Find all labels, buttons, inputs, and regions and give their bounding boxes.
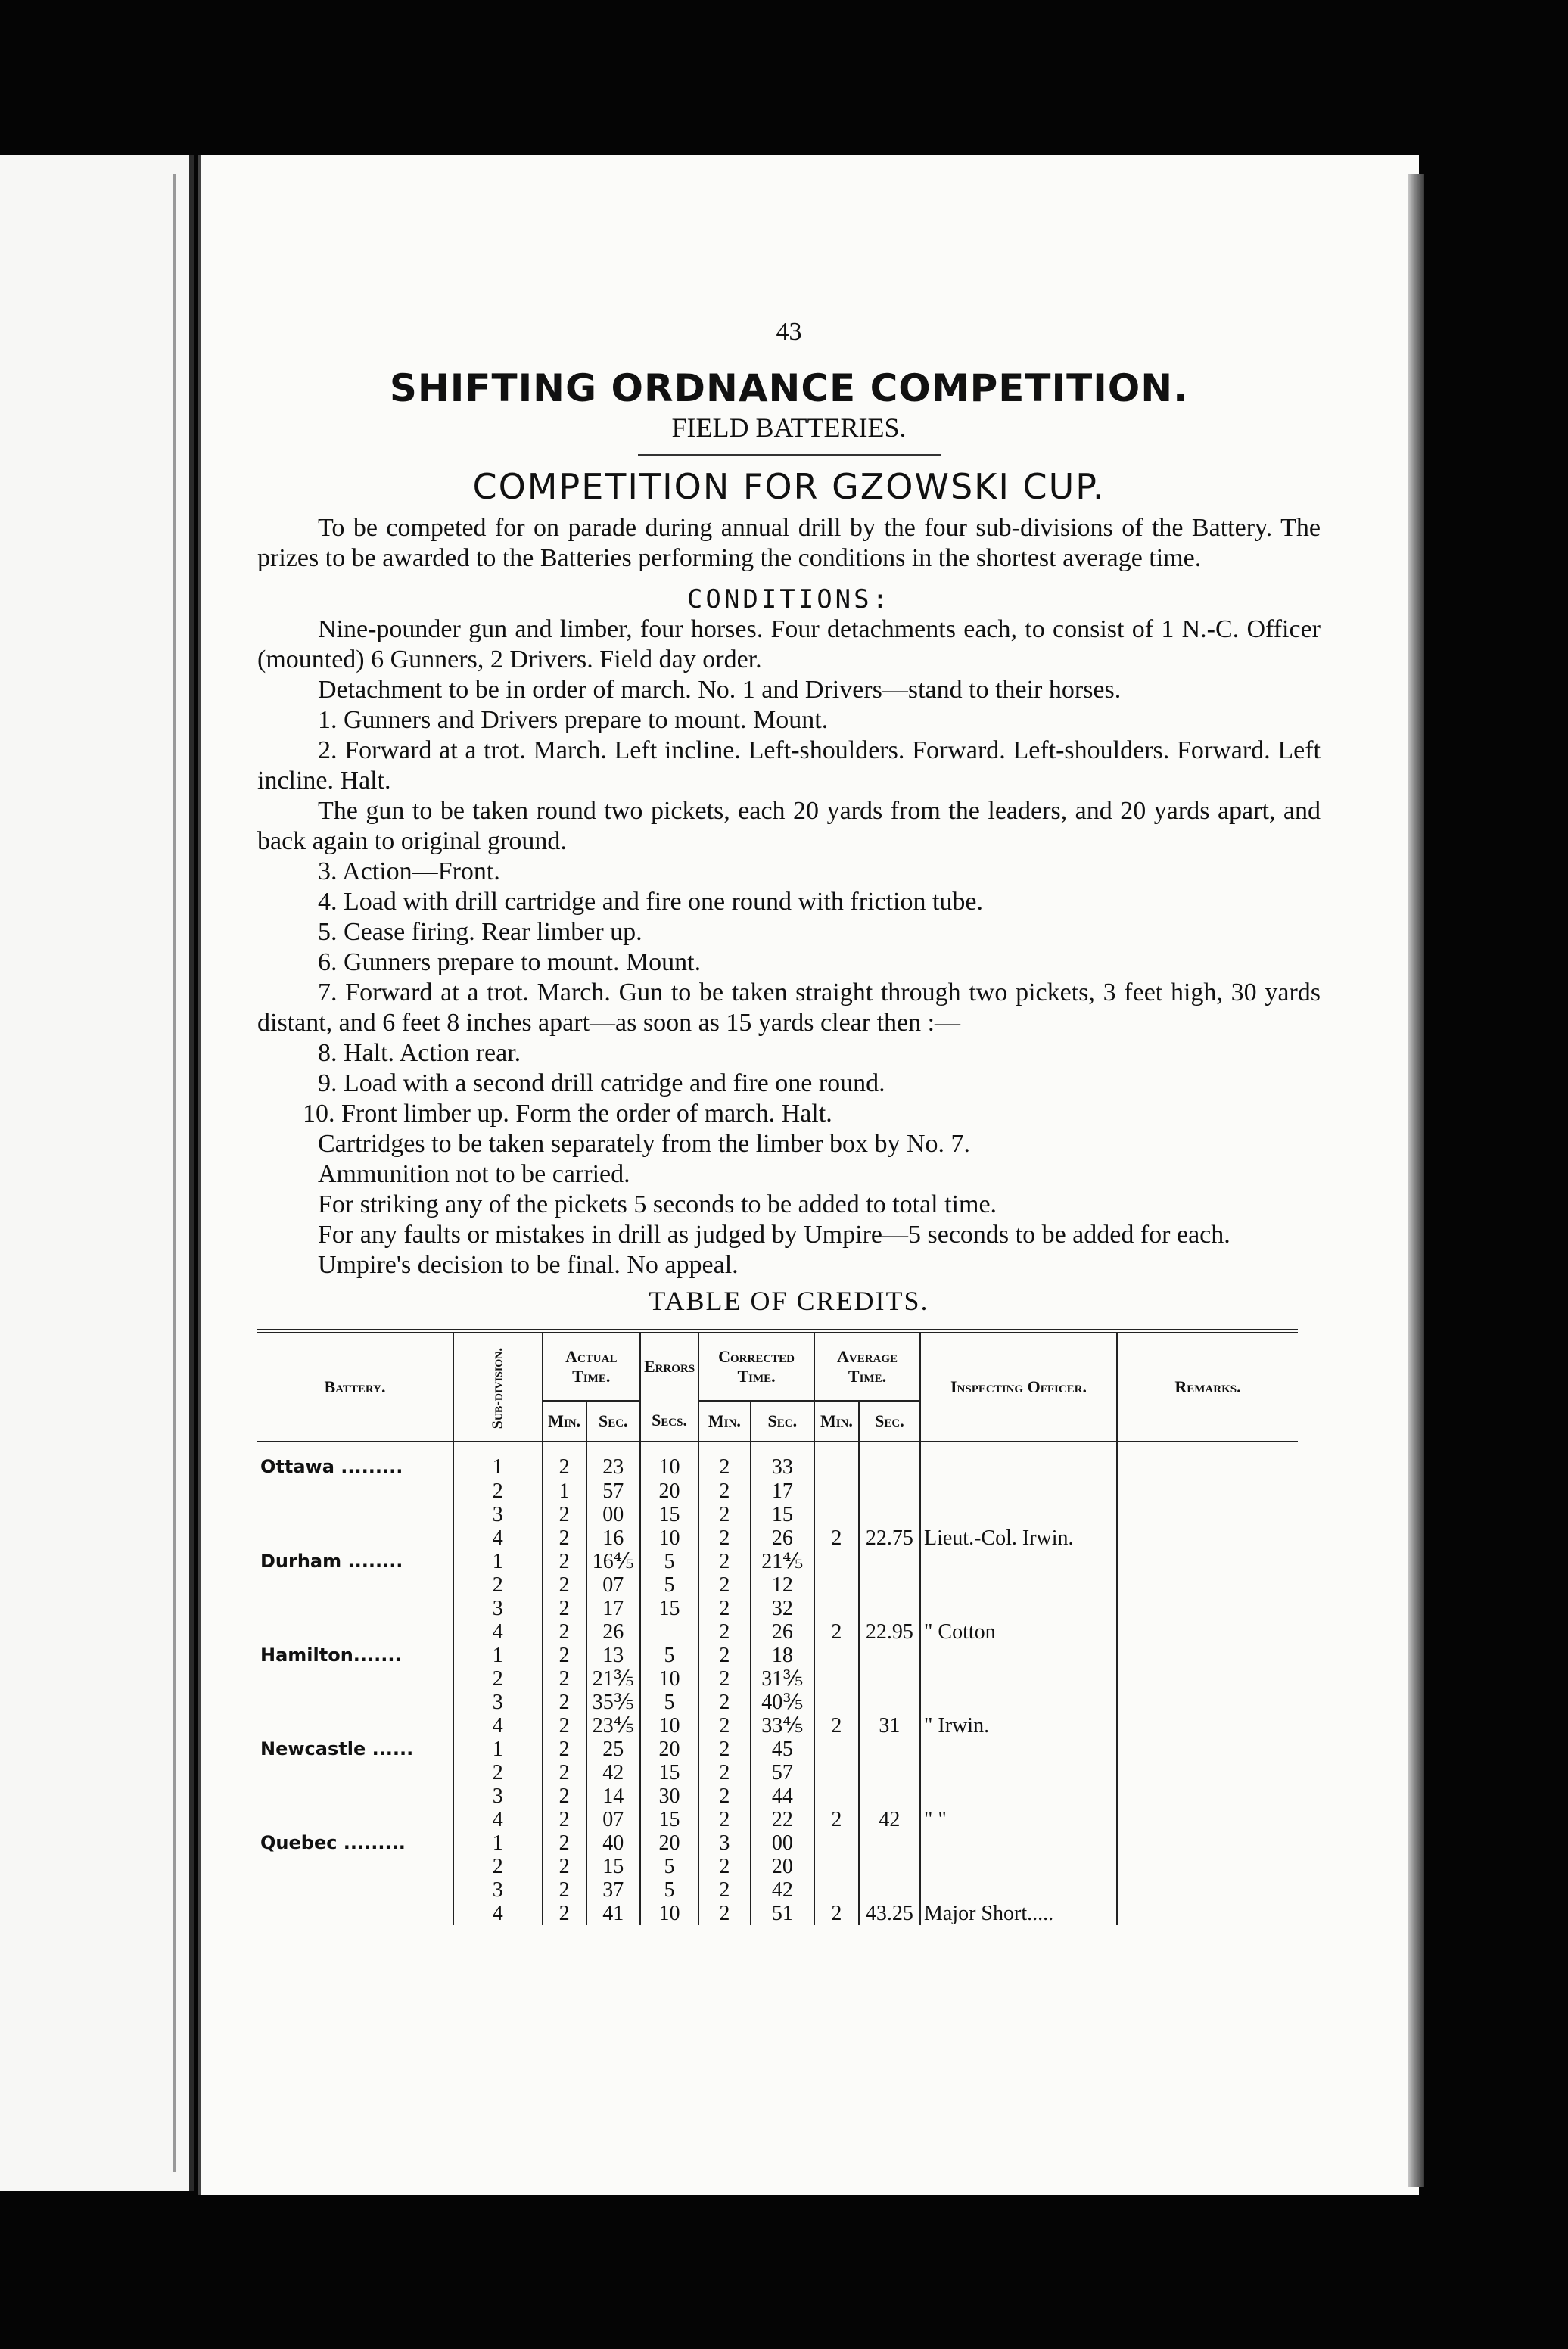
cell-actual-min: 2 [543,1761,586,1784]
header-actual-min: Min. [543,1401,586,1442]
cell-errors: 5 [640,1573,698,1597]
cell-subdivision: 1 [453,1550,543,1573]
cell-remarks [1117,1442,1298,1479]
table-row [257,1644,1298,1667]
page-number: 43 [776,318,802,346]
cell-subdivision: 2 [453,1479,543,1503]
header-average-sec: Sec. [859,1401,920,1442]
cell-errors: 20 [640,1479,698,1503]
cell-corrected-sec: 26 [751,1526,814,1550]
table-row [257,1667,1298,1691]
header-errors: Errors [640,1333,698,1401]
step-3: 3. Action—Front. [318,857,500,885]
cell-battery [257,1878,453,1902]
left-page-edge [173,174,176,2172]
cell-inspecting-officer [920,1855,1117,1878]
cell-corrected-min: 2 [698,1738,751,1761]
cell-average-min [814,1855,859,1878]
cell-remarks [1117,1808,1298,1831]
cell-average-min: 2 [814,1620,859,1644]
cell-battery: Quebec ......... [260,1832,406,1853]
cell-errors: 15 [640,1761,698,1784]
cell-corrected-min: 2 [698,1526,751,1550]
cell-corrected-sec: 32 [751,1597,814,1620]
cell-remarks [1117,1714,1298,1738]
header-actual-sec: Sec. [586,1401,640,1442]
cell-average-min: 2 [814,1808,859,1831]
cell-inspecting-officer [920,1503,1117,1526]
cell-remarks [1117,1831,1298,1855]
cell-remarks [1117,1667,1298,1691]
cell-actual-sec: 23⅘ [586,1714,640,1738]
cell-average-sec [859,1503,920,1526]
cell-average-sec: 43.25 [859,1902,920,1925]
table-row [257,1597,1298,1620]
cell-battery: Hamilton....... [260,1644,402,1666]
step-9: 9. Load with a second drill catridge and fire one round. [318,1069,885,1097]
table-row [257,1691,1298,1714]
table-row [257,1784,1298,1808]
cell-inspecting-officer: " Cotton [920,1620,1117,1644]
cell-actual-sec: 15 [586,1855,640,1878]
table-row [257,1855,1298,1878]
table-row [257,1526,1298,1550]
cell-remarks [1117,1878,1298,1902]
cell-average-min [814,1691,859,1714]
header-average-time: Average Time. [814,1333,920,1401]
cell-corrected-sec: 26 [751,1620,814,1644]
cell-actual-sec: 23 [586,1442,640,1479]
cell-average-min [814,1644,859,1667]
cell-average-sec [859,1738,920,1761]
cell-average-min [814,1503,859,1526]
cell-corrected-min: 3 [698,1831,751,1855]
credits-table [257,1333,1298,1925]
cell-corrected-sec: 51 [751,1902,814,1925]
header-battery: Battery. [257,1333,453,1442]
cell-average-min [814,1573,859,1597]
cell-average-sec [859,1597,920,1620]
cell-remarks [1117,1644,1298,1667]
cell-errors: 15 [640,1808,698,1831]
step-8: 8. Halt. Action rear. [318,1039,521,1067]
cell-average-sec: 22.75 [859,1526,920,1550]
cell-inspecting-officer [920,1597,1117,1620]
cell-inspecting-officer [920,1831,1117,1855]
credits-table-body [257,1442,1298,1925]
cell-actual-min: 2 [543,1902,586,1925]
cell-subdivision: 3 [453,1878,543,1902]
cell-actual-sec: 42 [586,1761,640,1784]
cell-remarks [1117,1761,1298,1784]
cell-actual-sec: 21⅗ [586,1667,640,1691]
cell-actual-sec: 37 [586,1878,640,1902]
cell-errors: 30 [640,1784,698,1808]
cell-corrected-min: 2 [698,1714,751,1738]
cell-average-min [814,1878,859,1902]
cell-average-sec [859,1644,920,1667]
step-5: 5. Cease firing. Rear limber up. [318,918,642,946]
cell-errors: 15 [640,1503,698,1526]
cell-subdivision: 1 [453,1442,543,1479]
header-corrected-min: Min. [698,1401,751,1442]
note-3: For striking any of the pickets 5 seconds to be added to total time. [318,1190,997,1218]
cell-remarks [1117,1550,1298,1573]
cell-battery [257,1855,453,1878]
cell-average-min [814,1479,859,1503]
cell-actual-sec: 35⅗ [586,1691,640,1714]
cell-actual-min: 2 [543,1808,586,1831]
cell-average-min [814,1831,859,1855]
cell-actual-min: 2 [543,1831,586,1855]
cell-actual-min: 1 [543,1479,586,1503]
header-corrected-sec: Sec. [751,1401,814,1442]
cell-corrected-sec: 18 [751,1644,814,1667]
cell-battery [257,1503,453,1526]
cell-actual-min: 2 [543,1784,586,1808]
cell-inspecting-officer: Major Short..... [920,1902,1117,1925]
page-subtitle: FIELD BATTERIES. [671,412,907,443]
cell-average-min [814,1442,859,1479]
cell-inspecting-officer [920,1761,1117,1784]
cell-remarks [1117,1691,1298,1714]
cell-subdivision: 4 [453,1714,543,1738]
step-7: 7. Forward at a trot. March. Gun to be taken straight through two pickets, 3 feet high, 30 yards distant, and 6 feet 8 inches apart—as soon as 15 yards clear then :— [257,978,1321,1037]
cup-title: COMPETITION FOR GZOWSKI CUP. [472,466,1106,507]
cell-corrected-min: 2 [698,1855,751,1878]
cell-actual-sec: 07 [586,1573,640,1597]
cell-subdivision: 1 [453,1831,543,1855]
cell-corrected-sec: 21⅘ [751,1550,814,1573]
cell-errors: 10 [640,1526,698,1550]
cell-subdivision: 2 [453,1573,543,1597]
cell-battery [257,1784,453,1808]
cell-remarks [1117,1597,1298,1620]
cell-corrected-min: 2 [698,1597,751,1620]
cell-corrected-sec: 40⅗ [751,1691,814,1714]
cell-inspecting-officer: " Irwin. [920,1714,1117,1738]
cell-corrected-min: 2 [698,1550,751,1573]
cell-corrected-sec: 00 [751,1831,814,1855]
cell-remarks [1117,1620,1298,1644]
cell-actual-min: 2 [543,1691,586,1714]
cell-corrected-min: 2 [698,1620,751,1644]
cell-inspecting-officer [920,1691,1117,1714]
cell-corrected-min: 2 [698,1479,751,1503]
cell-subdivision: 3 [453,1503,543,1526]
cell-actual-min: 2 [543,1620,586,1644]
cell-remarks [1117,1784,1298,1808]
cell-battery [257,1620,453,1644]
cell-inspecting-officer [920,1667,1117,1691]
cell-subdivision: 4 [453,1526,543,1550]
cell-subdivision: 4 [453,1808,543,1831]
title-rule [638,454,941,456]
cell-corrected-sec: 22 [751,1808,814,1831]
note-4: For any faults or mistakes in drill as judged by Umpire—5 seconds to be added for each. [318,1221,1230,1249]
cell-actual-sec: 41 [586,1902,640,1925]
step-1: 1. Gunners and Drivers prepare to mount. Mount. [318,706,829,734]
cell-actual-sec: 16 [586,1526,640,1550]
cell-inspecting-officer: " " [920,1808,1117,1831]
cell-actual-sec: 25 [586,1738,640,1761]
table-row [257,1442,1298,1479]
cell-average-min [814,1761,859,1784]
cell-actual-min: 2 [543,1667,586,1691]
step-4: 4. Load with drill cartridge and fire one round with friction tube. [318,888,984,916]
cell-actual-min: 2 [543,1878,586,1902]
cell-inspecting-officer [920,1573,1117,1597]
cell-corrected-min: 2 [698,1878,751,1902]
cell-corrected-sec: 57 [751,1761,814,1784]
cell-battery: Newcastle ...... [260,1738,414,1759]
intro-paragraph: To be competed for on parade during annual drill by the four sub-divisions of the Battery. The prizes to be awarded to the Batteries performing the conditions in the shortest average time. [257,514,1321,572]
cell-corrected-min: 2 [698,1691,751,1714]
step-10: 10. Front limber up. Form the order of march. Halt. [303,1100,832,1128]
cell-subdivision: 2 [453,1855,543,1878]
cell-corrected-sec: 33 [751,1442,814,1479]
cell-average-sec [859,1550,920,1573]
cell-corrected-min: 2 [698,1667,751,1691]
cell-inspecting-officer [920,1644,1117,1667]
cell-average-sec [859,1784,920,1808]
conditions-heading: CONDITIONS: [686,584,891,614]
cell-battery [257,1902,453,1925]
cell-subdivision: 2 [453,1667,543,1691]
cell-battery: Ottawa ......... [260,1456,403,1477]
step-6: 6. Gunners prepare to mount. Mount. [318,948,702,976]
cell-average-sec [859,1691,920,1714]
cell-average-sec [859,1831,920,1855]
cell-errors: 20 [640,1831,698,1855]
table-row [257,1620,1298,1644]
cell-average-sec [859,1667,920,1691]
cell-corrected-sec: 20 [751,1855,814,1878]
table-row [257,1831,1298,1855]
cell-corrected-sec: 15 [751,1503,814,1526]
cell-corrected-min: 2 [698,1442,751,1479]
cell-corrected-sec: 33⅘ [751,1714,814,1738]
cell-remarks [1117,1479,1298,1503]
cell-remarks [1117,1902,1298,1925]
cell-remarks [1117,1573,1298,1597]
cell-actual-min: 2 [543,1442,586,1479]
cell-average-min: 2 [814,1902,859,1925]
cell-remarks [1117,1526,1298,1550]
table-row [257,1550,1298,1573]
table-row [257,1761,1298,1784]
cell-errors: 5 [640,1878,698,1902]
cell-errors: 5 [640,1644,698,1667]
cell-actual-sec: 17 [586,1597,640,1620]
cell-battery [257,1667,453,1691]
cell-average-min [814,1784,859,1808]
cell-corrected-min: 2 [698,1902,751,1925]
cell-average-min [814,1738,859,1761]
cell-average-sec: 42 [859,1808,920,1831]
cell-actual-sec: 40 [586,1831,640,1855]
note-2: Ammunition not to be carried. [318,1160,630,1188]
cell-subdivision: 1 [453,1644,543,1667]
cell-actual-min: 2 [543,1550,586,1573]
header-corrected-time: Corrected Time. [698,1333,814,1401]
cell-battery: Durham ........ [260,1551,403,1572]
cell-errors: 5 [640,1550,698,1573]
left-facing-page [0,155,194,2191]
conditions-paragraph-2: Detachment to be in order of march. No. 1 and Drivers—stand to their horses. [318,676,1122,704]
cell-average-min: 2 [814,1714,859,1738]
header-actual-time: Actual Time. [543,1333,640,1401]
cell-actual-sec: 14 [586,1784,640,1808]
note-5: Umpire's decision to be final. No appeal. [318,1251,739,1279]
cell-remarks [1117,1738,1298,1761]
cell-errors: 15 [640,1597,698,1620]
cell-actual-sec: 57 [586,1479,640,1503]
cell-actual-sec: 26 [586,1620,640,1644]
cell-errors: 10 [640,1667,698,1691]
table-row [257,1479,1298,1503]
table-row [257,1573,1298,1597]
cell-remarks [1117,1503,1298,1526]
conditions-paragraph-1: Nine-pounder gun and limber, four horses. Four detachments each, to consist of 1 N.-C. Officer (mounted) 6 Gunners, 2 Drivers. Field day order. [257,615,1321,674]
cell-errors: 5 [640,1691,698,1714]
page-content [257,318,1321,1925]
cell-errors: 5 [640,1855,698,1878]
cell-actual-sec: 13 [586,1644,640,1667]
cell-average-sec: 22.95 [859,1620,920,1644]
cell-average-sec: 31 [859,1714,920,1738]
cell-actual-min: 2 [543,1714,586,1738]
cell-actual-sec: 16⅘ [586,1550,640,1573]
cell-errors: 10 [640,1442,698,1479]
cell-average-sec [859,1573,920,1597]
cell-actual-min: 2 [543,1644,586,1667]
cell-battery [257,1714,453,1738]
table-row [257,1902,1298,1925]
cell-remarks [1117,1855,1298,1878]
header-inspecting-officer: Inspecting Officer. [920,1333,1117,1442]
cell-inspecting-officer [920,1479,1117,1503]
cell-average-min [814,1550,859,1573]
cell-inspecting-officer [920,1442,1117,1479]
header-subdivision [453,1333,543,1442]
table-row [257,1503,1298,1526]
table-row [257,1714,1298,1738]
cell-subdivision: 2 [453,1761,543,1784]
cell-battery [257,1573,453,1597]
page-title: SHIFTING ORDNANCE COMPETITION. [389,366,1189,410]
cell-inspecting-officer [920,1878,1117,1902]
page-edge-shadow [1408,174,1424,2187]
cell-corrected-sec: 17 [751,1479,814,1503]
cell-actual-min: 2 [543,1573,586,1597]
cell-subdivision: 4 [453,1620,543,1644]
cell-inspecting-officer [920,1550,1117,1573]
cell-battery [257,1526,453,1550]
header-remarks: Remarks. [1117,1333,1298,1442]
cell-battery [257,1761,453,1784]
cell-subdivision: 1 [453,1738,543,1761]
cell-corrected-sec: 42 [751,1878,814,1902]
cell-average-sec [859,1761,920,1784]
cell-subdivision: 3 [453,1597,543,1620]
header-errors-secs: Secs. [640,1401,698,1442]
table-title: TABLE OF CREDITS. [649,1286,929,1316]
cell-actual-min: 2 [543,1503,586,1526]
cell-battery [257,1479,453,1503]
note-1: Cartridges to be taken separately from the limber box by No. 7. [318,1130,971,1158]
cell-errors: 20 [640,1738,698,1761]
header-average-min: Min. [814,1401,859,1442]
cell-average-min: 2 [814,1526,859,1550]
cell-subdivision: 3 [453,1784,543,1808]
credits-table-wrap [257,1329,1298,1925]
header-subdivision-label: Sub-division. [489,1347,506,1430]
cell-subdivision: 4 [453,1902,543,1925]
cell-corrected-sec: 45 [751,1738,814,1761]
cell-inspecting-officer [920,1738,1117,1761]
cell-battery [257,1597,453,1620]
cell-corrected-sec: 31⅗ [751,1667,814,1691]
gun-paragraph: The gun to be taken round two pickets, each 20 yards from the leaders, and 20 yards apart, and back again to original ground. [257,797,1321,855]
cell-inspecting-officer [920,1784,1117,1808]
cell-average-sec [859,1878,920,1902]
cell-corrected-min: 2 [698,1644,751,1667]
cell-average-sec [859,1479,920,1503]
cell-battery [257,1808,453,1831]
cell-errors: 10 [640,1902,698,1925]
cell-average-min [814,1597,859,1620]
cell-inspecting-officer: Lieut.-Col. Irwin. [920,1526,1117,1550]
cell-actual-min: 2 [543,1597,586,1620]
cell-average-min [814,1667,859,1691]
cell-corrected-sec: 12 [751,1573,814,1597]
table-row [257,1738,1298,1761]
cell-corrected-min: 2 [698,1573,751,1597]
cell-corrected-sec: 44 [751,1784,814,1808]
cell-battery [257,1691,453,1714]
table-row [257,1878,1298,1902]
cell-corrected-min: 2 [698,1784,751,1808]
table-row [257,1808,1298,1831]
cell-actual-sec: 00 [586,1503,640,1526]
cell-corrected-min: 2 [698,1503,751,1526]
cell-errors [640,1620,698,1644]
cell-subdivision: 3 [453,1691,543,1714]
cell-corrected-min: 2 [698,1808,751,1831]
cell-actual-sec: 07 [586,1808,640,1831]
cell-average-sec [859,1855,920,1878]
cell-errors: 10 [640,1714,698,1738]
cell-corrected-min: 2 [698,1761,751,1784]
cell-actual-min: 2 [543,1526,586,1550]
cell-actual-min: 2 [543,1738,586,1761]
cell-actual-min: 2 [543,1855,586,1878]
cell-average-sec [859,1442,920,1479]
step-2: 2. Forward at a trot. March. Left incline. Left-shoulders. Forward. Left-shoulders. Forward. Left incline. Halt. [257,736,1321,795]
